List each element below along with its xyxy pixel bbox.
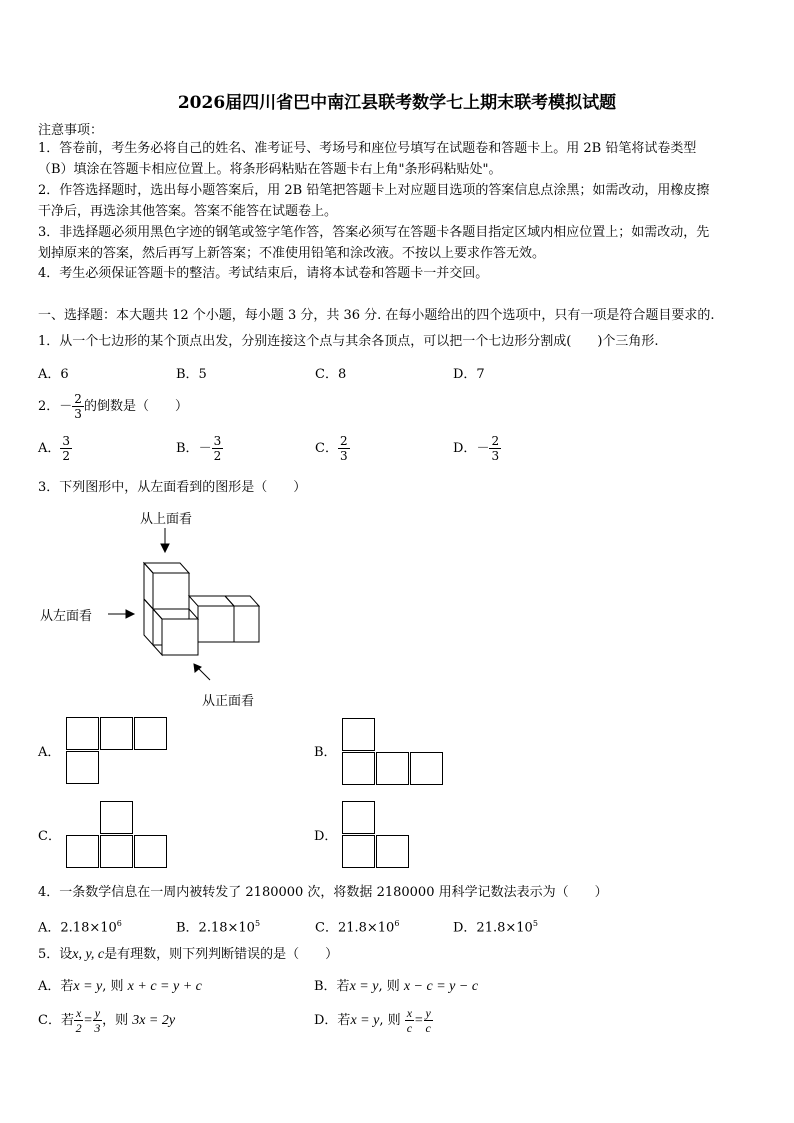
- front-cube-side: [153, 609, 162, 655]
- grid-cell: [134, 835, 167, 868]
- q2-option-a[interactable]: A． $\frac{3}{2}$: [38, 434, 71, 463]
- right-cube-1-front: [198, 606, 234, 642]
- top-cube-front: [153, 573, 189, 609]
- right-cube-2-top: [225, 596, 259, 606]
- q2-option-c[interactable]: C． $\frac{2}{3}$: [315, 434, 348, 463]
- notice-line: （B）填涂在答题卡相应位置上。将条形码粘贴在答题卡右上角"条形码粘贴处"。: [38, 162, 502, 177]
- q3-option-c-label[interactable]: C．: [38, 829, 61, 844]
- q3-option-b-label[interactable]: B．: [314, 745, 337, 760]
- q3-option-b-figure[interactable]: [342, 718, 446, 788]
- q1-option-c[interactable]: C．8: [315, 367, 347, 382]
- grid-cell: [376, 752, 409, 785]
- front-arrow-head: [194, 664, 201, 672]
- page-title: 2026届四川省巴中南江县联考数学七上期末联考模拟试题: [177, 93, 617, 113]
- question-5-stem: 5．设x, y, c是有理数，则下列判断错误的是（ ）: [38, 947, 339, 962]
- grid-cell: [100, 801, 133, 834]
- right-cube-1-top: [189, 596, 234, 606]
- notice-line: 1．答卷前，考生务必将自己的姓名、准考证号、考场号和座位号填写在试题卷和答题卡上。用 2B 铅笔将试卷类型: [38, 141, 697, 156]
- q5-option-c[interactable]: C．若 $\frac{x}{2}$ = $\frac{y}{3}$ ，则 3x = 2y: [38, 1006, 176, 1035]
- q4-option-a[interactable]: A．$2.18\times 10^6$: [38, 919, 122, 936]
- q5-option-b[interactable]: B．若x = y, 则 x − c = y − c: [314, 979, 479, 994]
- question-2-stem: 2．－ $\frac{2}{3}$ 的倒数是（ ）: [38, 392, 188, 421]
- grid-cell: [100, 835, 133, 868]
- grid-cell: [376, 835, 409, 868]
- grid-cell: [342, 801, 375, 834]
- q3-option-d-label[interactable]: D．: [314, 829, 338, 844]
- left-arrow-head: [126, 610, 134, 618]
- grid-cell: [66, 835, 99, 868]
- q5-option-d[interactable]: D．若x = y, 则 $\frac{x}{c}$ = $\frac{y}{c}$: [314, 1006, 431, 1035]
- notice-line: 干净后，再选涂其他答案。答案不能答在试题卷上。: [38, 204, 338, 219]
- grid-cell: [134, 717, 167, 750]
- grid-cell: [342, 752, 375, 785]
- question-1-stem: 1．从一个七边形的某个顶点出发，分别连接这个点与其余各顶点，可以把一个七边形分割成( )个三角形.: [38, 334, 659, 349]
- front-cube-top: [153, 609, 198, 619]
- q3-option-a-figure[interactable]: [66, 717, 170, 787]
- q3-option-d-figure[interactable]: [342, 801, 412, 871]
- view-top-label: 从上面看: [140, 512, 193, 527]
- front-cube-front: [162, 619, 198, 655]
- q2-option-b[interactable]: B．－ $\frac{3}{2}$: [176, 434, 222, 463]
- q1-option-d[interactable]: D．7: [453, 367, 485, 382]
- q4-option-b[interactable]: B．$2.18\times 10^5$: [176, 919, 261, 936]
- top-cube-top: [144, 563, 189, 573]
- q4-option-c[interactable]: C．$21.8\times 10^6$: [315, 919, 400, 936]
- view-front-label: 从正面看: [202, 694, 255, 709]
- top-cube-side: [144, 563, 153, 609]
- grid-cell: [66, 751, 99, 784]
- notice-line: 4．考生必须保证答题卡的整洁。考试结束后，请将本试卷和答题卡一并交回。: [38, 266, 489, 281]
- view-left-label: 从左面看: [40, 609, 93, 624]
- cube-stack-figure: [100, 520, 280, 690]
- notice-line: 2．作答选择题时，选出每小题答案后，用 2B 铅笔把答题卡上对应题目选项的答案信息点涂黑；如需改动，用橡皮擦: [38, 183, 710, 198]
- question-3-stem: 3．下列图形中，从左面看到的图形是（ ）: [38, 480, 307, 495]
- notice-heading: 注意事项：: [38, 123, 104, 138]
- q3-option-a-label[interactable]: A．: [38, 745, 61, 760]
- section-heading: 一、选择题：本大题共 12 个小题，每小题 3 分，共 36 分. 在每小题给出的四个选项中，只有一项是符合题目要求的.: [38, 308, 715, 323]
- lower-cube-side: [144, 599, 153, 645]
- top-arrow-head: [161, 544, 169, 552]
- notice-line: 划掉原来的答案，然后再写上新答案；不准使用铅笔和涂改液。不按以上要求作答无效。: [38, 246, 546, 261]
- q4-option-d[interactable]: D．$21.8\times 10^5$: [453, 919, 538, 936]
- q5-option-a[interactable]: A．若x = y, 则 x + c = y + c: [38, 979, 202, 994]
- notice-line: 3．非选择题必须用黑色字迹的钢笔或签字笔作答，答案必须写在答题卡各题目指定区域内相应位置上；如需改动，先: [38, 225, 710, 240]
- q2-option-d[interactable]: D．－ $\frac{2}{3}$: [453, 434, 500, 463]
- q1-option-b[interactable]: B．5: [176, 367, 207, 382]
- grid-cell: [410, 752, 443, 785]
- grid-cell: [100, 717, 133, 750]
- right-cube-2-front: [234, 606, 259, 642]
- question-4-stem: 4．一条数学信息在一周内被转发了 2180000 次，将数据 2180000 用科学记数法表示为（ ）: [38, 885, 608, 900]
- grid-cell: [66, 717, 99, 750]
- q1-option-a[interactable]: A．6: [38, 367, 69, 382]
- grid-cell: [342, 835, 375, 868]
- q3-option-c-figure[interactable]: [66, 801, 170, 871]
- grid-cell: [342, 718, 375, 751]
- cube-stack-lines: [108, 528, 259, 680]
